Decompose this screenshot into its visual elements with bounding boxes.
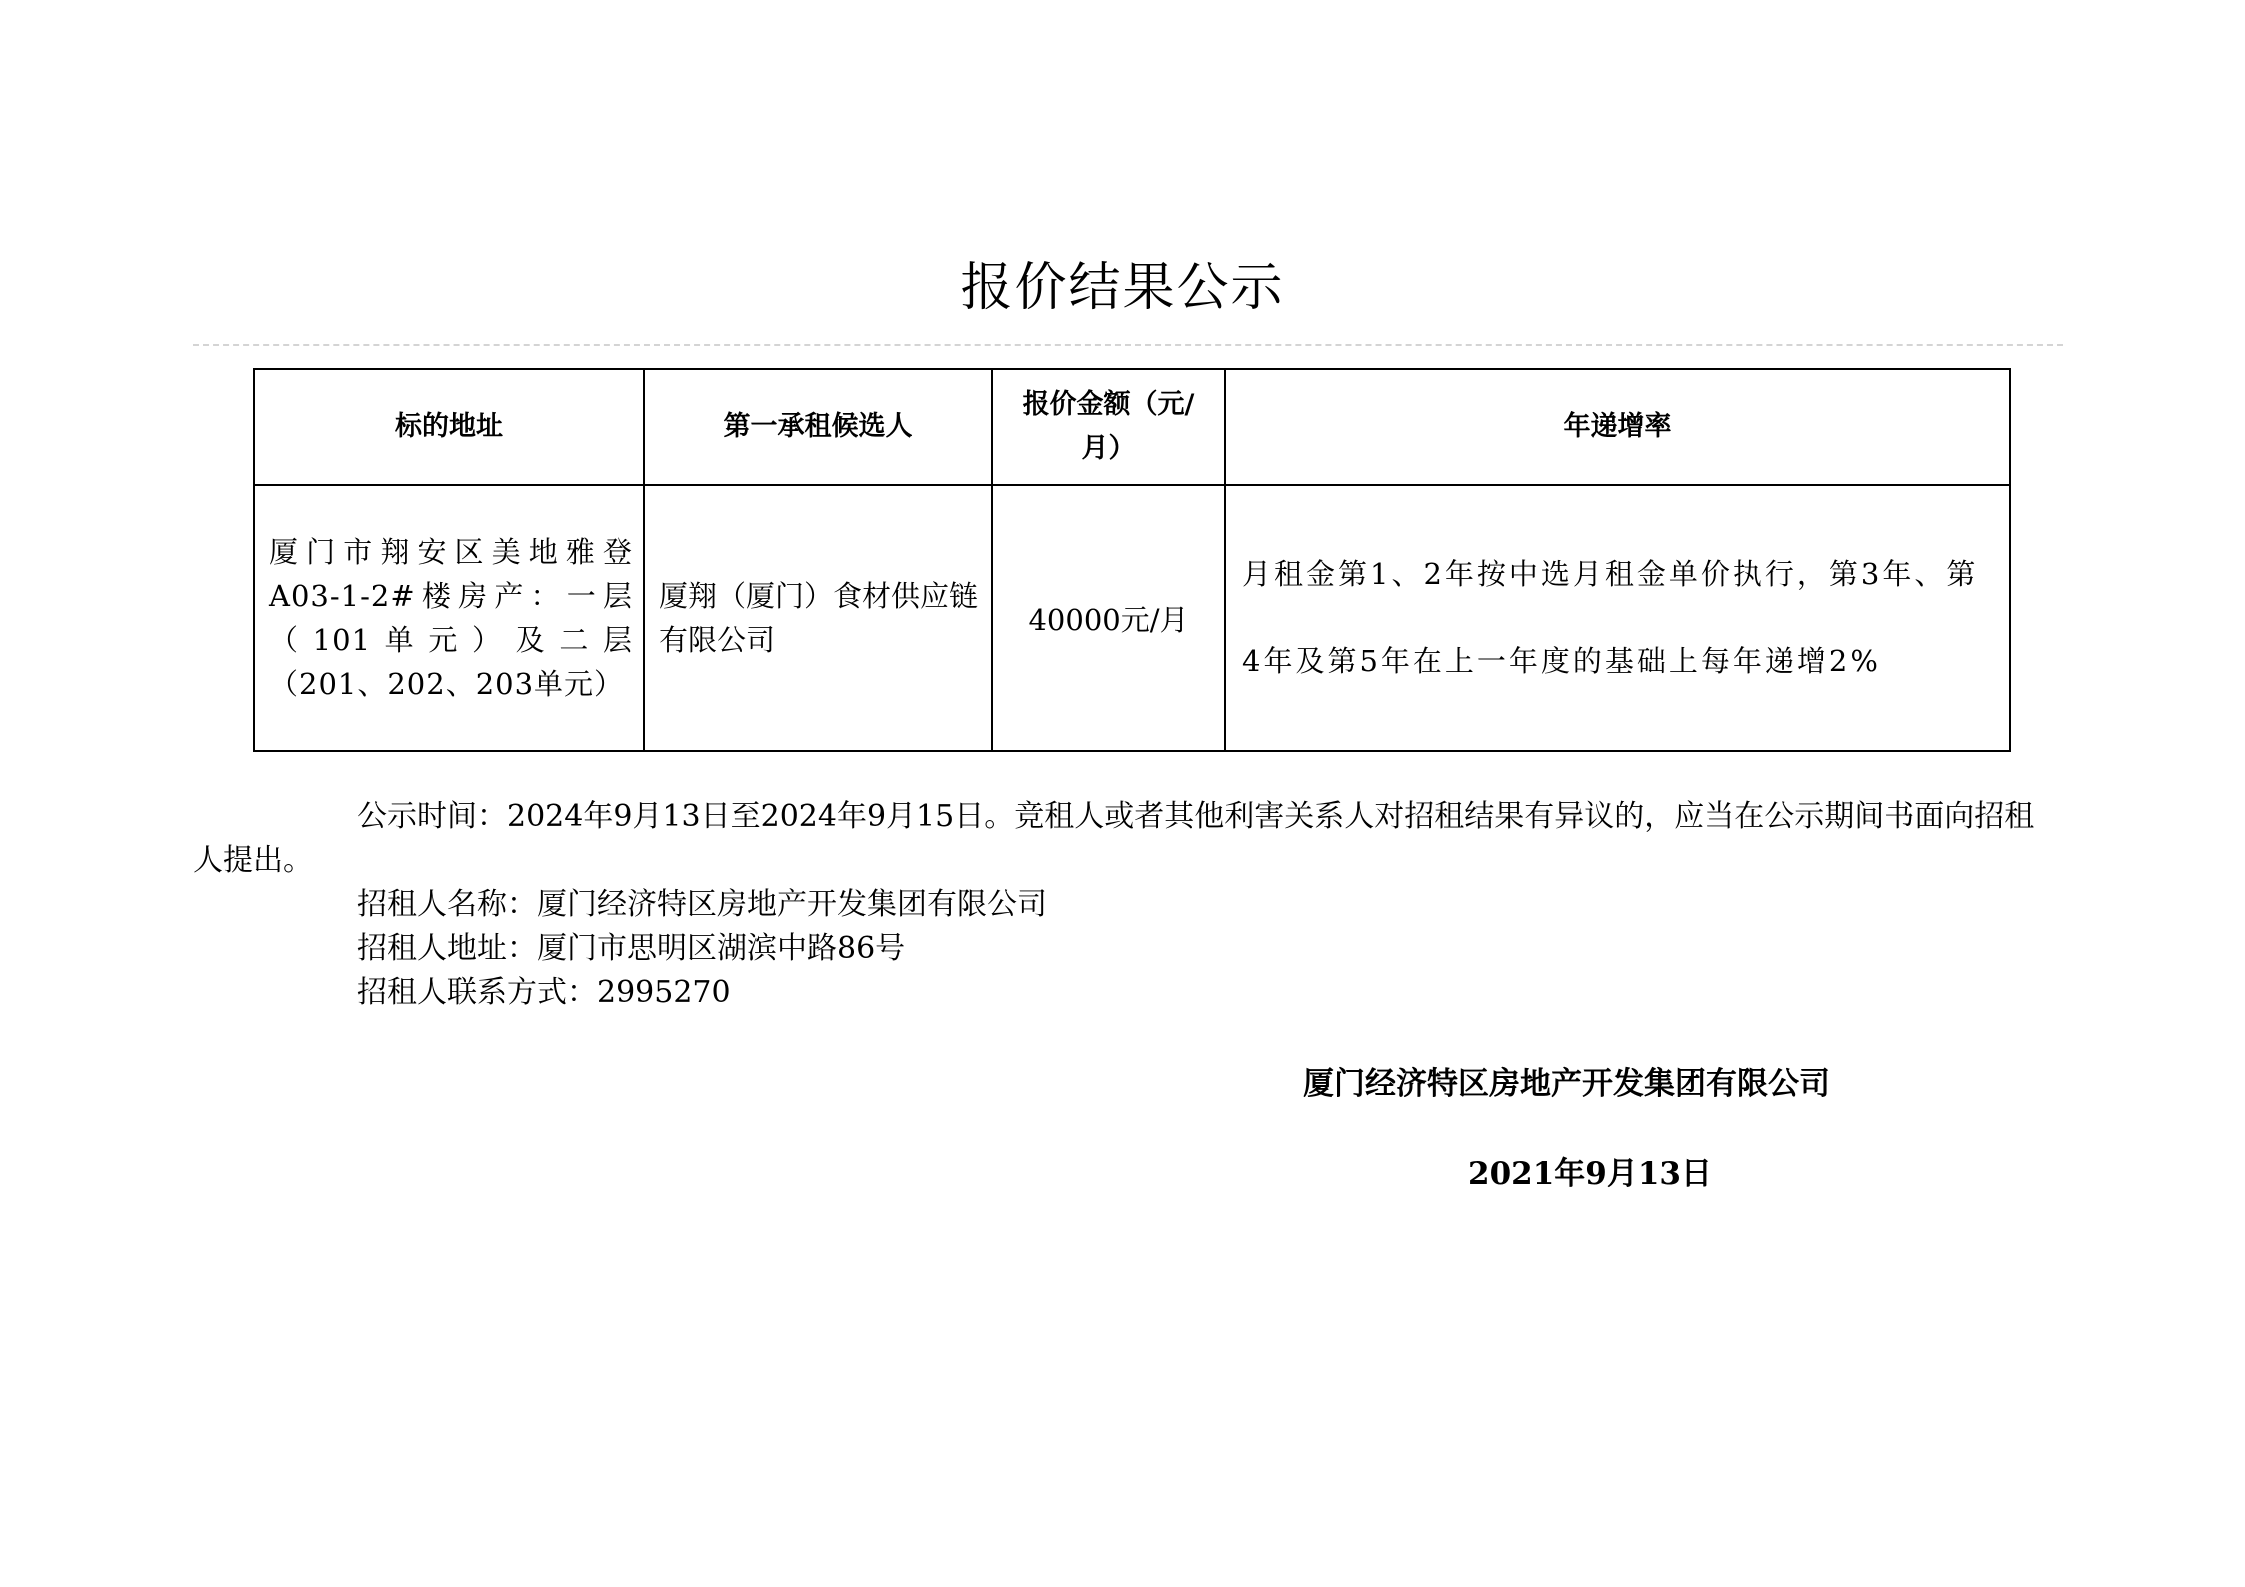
header-amount: 报价金额（元/月） [992,369,1225,485]
notice-address: 招租人地址：厦门市思明区湖滨中路86号 [357,931,906,966]
notice-name: 招租人名称：厦门经济特区房地产开发集团有限公司 [357,887,1047,922]
header-address: 标的地址 [254,369,644,485]
header-candidate: 第一承租候选人 [644,369,992,485]
signature-date: 2021年9月13日 [1468,1156,1712,1192]
notice-period: 公示时间：2024年9月13日至2024年9月15日。竞租人或者其他利害关系人对招租结果有异议的，应当在公示期间书面向招租人提出。 [193,799,2035,878]
table-header-row [254,369,2010,485]
page-title: 报价结果公示 [960,258,1285,318]
table-row [254,485,2010,751]
signature-company: 厦门经济特区房地产开发集团有限公司 [1303,1066,1830,1102]
title-divider [193,344,2063,346]
cell-rate: 月租金第1、2年按中选月租金单价执行，第3年、第4年及第5年在上一年度的基础上每年递增2% [1225,485,2010,751]
notice-contact: 招租人联系方式：2995270 [357,975,731,1010]
header-rate: 年递增率 [1225,369,2010,485]
cell-amount: 40000元/月 [992,485,1225,751]
cell-candidate: 厦翔（厦门）食材供应链有限公司 [644,485,992,751]
cell-address: 厦门市翔安区美地雅登A03-1-2#楼房产：一层（101单元）及二层（201、202、203单元） [254,485,644,751]
result-table [253,368,2011,752]
